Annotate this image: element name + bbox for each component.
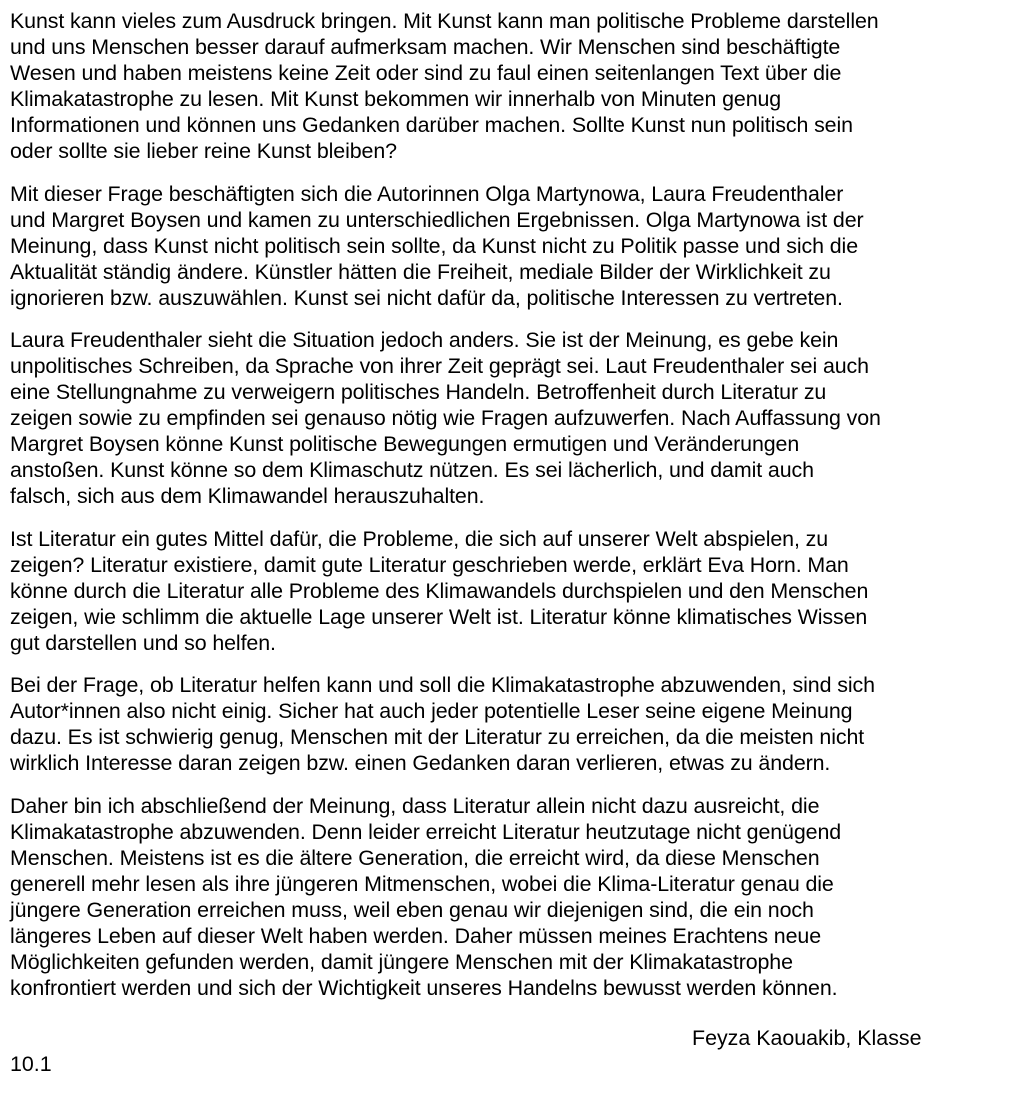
paragraph-line: Laura Freudenthaler sieht die Situation jedoch anders. Sie ist der Meinung, es gebe kein (10, 328, 839, 352)
document-body (10, 8, 1002, 1017)
paragraph-line: Margret Boysen könne Kunst politische Bewegungen ermutigen und Veränderungen (10, 432, 800, 456)
paragraph-5 (10, 672, 1002, 776)
paragraph-6 (10, 793, 1002, 1001)
paragraph-line: Daher bin ich abschließend der Meinung, dass Literatur allein nicht dazu ausreicht, die (10, 793, 820, 818)
paragraph-line: Autor*innen also nicht einig. Sicher hat auch jeder potentielle Leser seine eigene Meinung (10, 699, 853, 723)
paragraph-4 (10, 526, 1002, 656)
paragraph-line: dazu. Es ist schwierig genug, Menschen mit der Literatur zu erreichen, da die meisten nicht (10, 725, 865, 749)
paragraph-line: Klimakatastrophe abzuwenden. Denn leider erreicht Literatur heutzutage nicht genügend (10, 819, 842, 844)
paragraph-line: und uns Menschen besser darauf aufmerksam machen. Wir Menschen sind beschäftigte (10, 35, 841, 59)
paragraph-line: oder sollte sie lieber reine Kunst bleiben? (10, 139, 397, 163)
paragraph-line: Klimakatastrophe zu lesen. Mit Kunst bekommen wir innerhalb von Minuten genug (10, 87, 782, 111)
paragraph-line: Kunst kann vieles zum Ausdruck bringen. Mit Kunst kann man politische Probleme darstellen (10, 9, 879, 33)
paragraph-line: jüngere Generation erreichen muss, weil eben genau wir diejenigen sind, die ein noch (10, 897, 814, 922)
paragraph-line: generell mehr lesen als ihre jüngeren Mitmenschen, wobei die Klima-Literatur genau die (10, 871, 834, 896)
paragraph-line: konfrontiert werden und sich der Wichtigkeit unseres Handelns bewusst werden können. (10, 975, 838, 1000)
paragraph-line: Aktualität ständig ändere. Künstler hätten die Freiheit, mediale Bilder der Wirklichkeit zu (10, 259, 831, 284)
paragraph-line: wirklich Interesse daran zeigen bzw. einen Gedanken daran verlieren, etwas zu ändern. (10, 751, 831, 775)
paragraph-line: könne durch die Literatur alle Probleme des Klimawandels durchspielen und den Menschen (10, 578, 869, 603)
paragraph-line: Meinung, dass Kunst nicht politisch sein sollte, da Kunst nicht zu Politik passe und sich die (10, 233, 858, 258)
paragraph-line: zeigen? Literatur existiere, damit gute Literatur geschrieben werde, erklärt Eva Horn. Man (10, 552, 849, 577)
class-number: 10.1 (10, 1052, 52, 1076)
paragraph-line: Menschen. Meistens ist es die ältere Generation, die erreicht wird, da diese Menschen (10, 845, 820, 870)
paragraph-2 (10, 181, 1002, 311)
paragraph-line: zeigen sowie zu empfinden sei genauso nötig wie Fragen aufzuwerfen. Nach Auffassung von (10, 406, 881, 430)
paragraph-line: ignorieren bzw. auszuwählen. Kunst sei nicht dafür da, politische Interessen zu vertreten. (10, 285, 843, 310)
paragraph-line: gut darstellen und so helfen. (10, 630, 276, 655)
paragraph-line: Möglichkeiten gefunden werden, damit jüngere Menschen mit der Klimakatastrophe (10, 949, 793, 974)
paragraph-line: zeigen, wie schlimm die aktuelle Lage unserer Welt ist. Literatur könne klimatisches Wissen (10, 604, 868, 629)
paragraph-line: und Margret Boysen und kamen zu unterschiedlichen Ergebnissen. Olga Martynowa ist der (10, 207, 864, 232)
paragraph-line: falsch, sich aus dem Klimawandel herauszuhalten. (10, 484, 485, 508)
paragraph-1 (10, 8, 1002, 164)
paragraph-line: Wesen und haben meistens keine Zeit oder sind zu faul einen seitenlangen Text über die (10, 61, 842, 85)
paragraph-line: Informationen und können uns Gedanken darüber machen. Sollte Kunst nun politisch sein (10, 113, 853, 137)
paragraph-line: eine Stellungnahme zu verweigern politisches Handeln. Betroffenheit durch Literatur zu (10, 380, 827, 404)
paragraph-line: anstoßen. Kunst könne so dem Klimaschutz nützen. Es sei lächerlich, und damit auch (10, 458, 814, 482)
paragraph-line: Mit dieser Frage beschäftigten sich die Autorinnen Olga Martynowa, Laura Freudenthaler (10, 181, 844, 206)
paragraph-line: Bei der Frage, ob Literatur helfen kann und soll die Klimakatastrophe abzuwenden, sind sich (10, 673, 875, 697)
paragraph-3 (10, 327, 1002, 509)
paragraph-line: Ist Literatur ein gutes Mittel dafür, die Probleme, die sich auf unserer Welt abspielen, zu (10, 526, 829, 551)
author-signature: Feyza Kaouakib, Klasse (692, 1026, 922, 1050)
paragraph-line: längeres Leben auf dieser Welt haben werden. Daher müssen meines Erachtens neue (10, 923, 821, 948)
paragraph-line: unpolitisches Schreiben, da Sprache von ihrer Zeit geprägt sei. Laut Freudenthaler sei auch (10, 354, 869, 378)
